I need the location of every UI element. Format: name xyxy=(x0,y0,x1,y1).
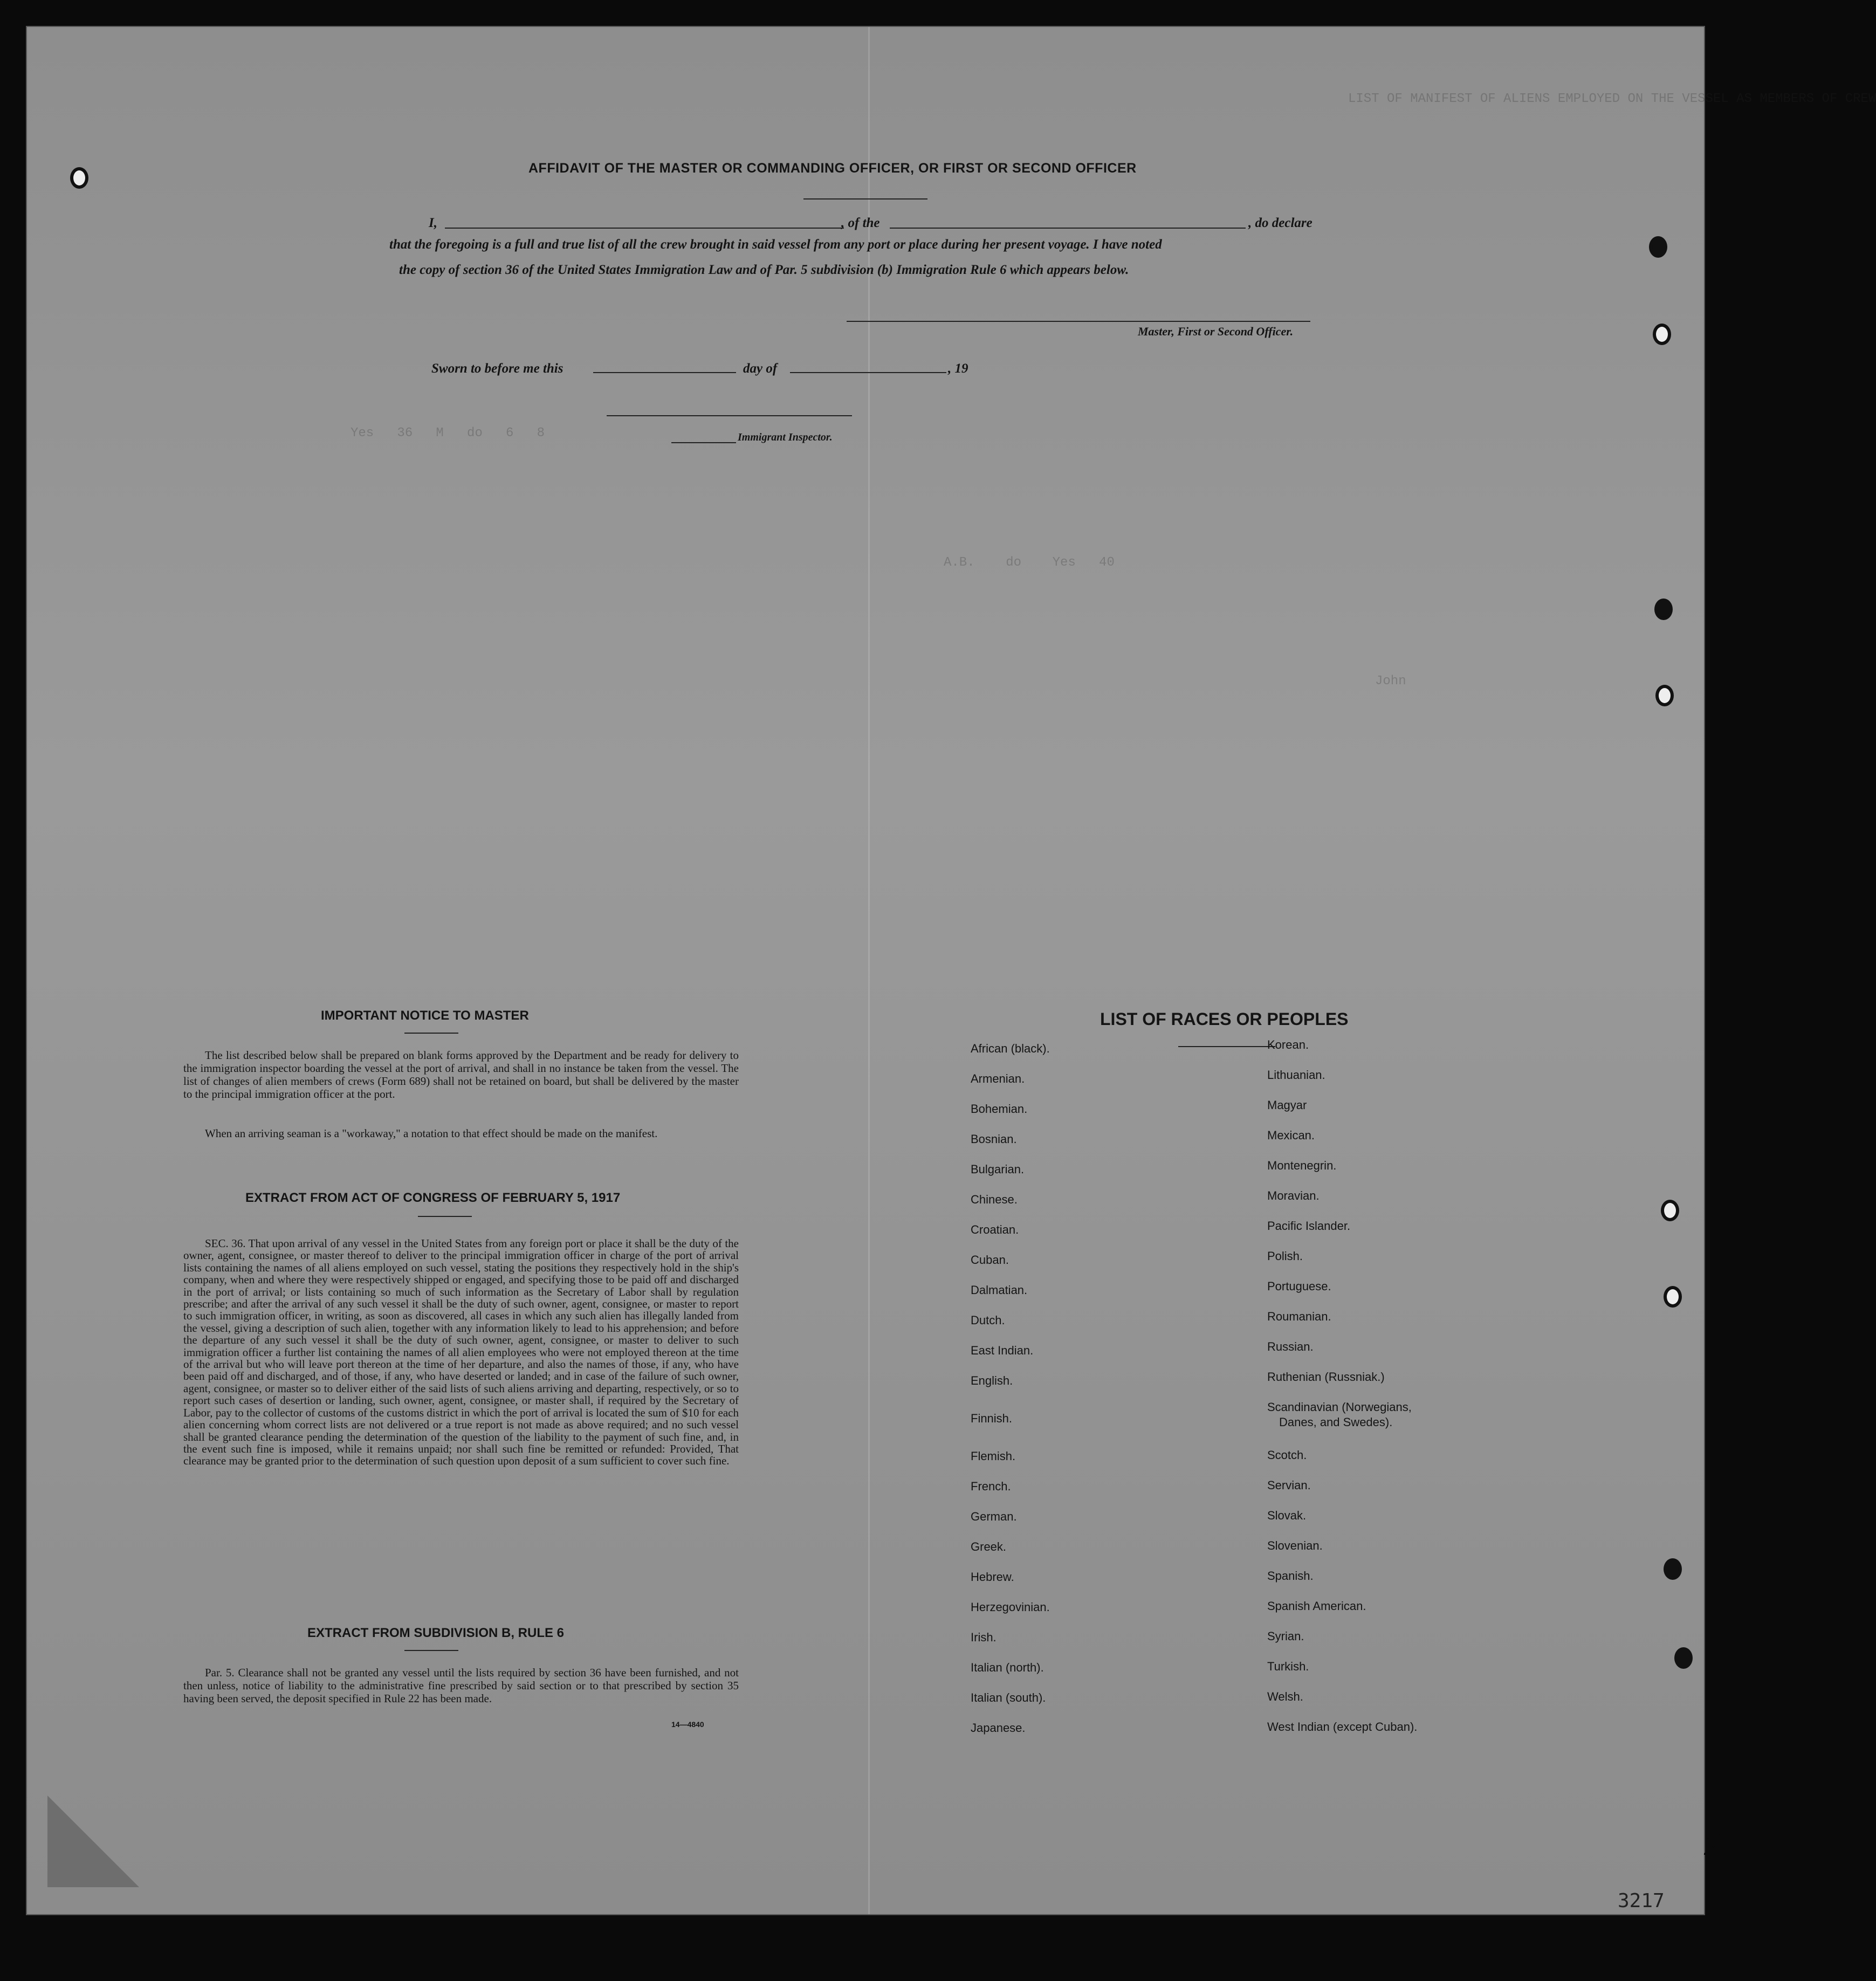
page-mark: 2 xyxy=(1704,1828,1723,1862)
sworn-text: Sworn to before me this xyxy=(431,361,564,376)
race-item: Syrian. xyxy=(1267,1629,1304,1643)
bleed-through-text: John xyxy=(1375,674,1406,689)
affidavit-title: AFFIDAVIT OF THE MASTER OR COMMANDING OFFICER, OR FIRST OR SECOND OFFICER xyxy=(528,161,1137,176)
sworn-text: , 19 xyxy=(948,361,968,376)
race-item: Moravian. xyxy=(1267,1189,1320,1202)
notice-paragraph: When an arriving seaman is a "workaway," a notation to that effect should be made on the manifest. xyxy=(205,1127,658,1140)
race-item: Ruthenian (Russniak.) xyxy=(1267,1370,1385,1384)
bleed-through-text: LIST OF MANIFEST OF ALIENS EMPLOYED ON THE VESSEL AS MEMBERS OF CREW xyxy=(1348,92,1876,106)
binder-hole xyxy=(1655,685,1674,706)
race-item: Scandinavian (Norwegians, xyxy=(1267,1400,1412,1414)
race-item: Lithuanian. xyxy=(1267,1068,1325,1082)
rule-extract-title: EXTRACT FROM SUBDIVISION B, RULE 6 xyxy=(307,1626,565,1640)
race-item: Turkish. xyxy=(1267,1660,1309,1673)
binder-hole xyxy=(1674,1647,1693,1669)
binder-hole xyxy=(1654,599,1673,620)
race-item: Slovak. xyxy=(1267,1509,1307,1522)
name-field[interactable] xyxy=(445,228,844,229)
race-item: Japanese. xyxy=(971,1721,1026,1735)
bleed-through-text: Yes 36 M do 6 8 xyxy=(351,426,545,441)
race-item: Dutch. xyxy=(971,1313,1005,1327)
affidavit-text: the copy of section 36 of the United States Immigration Law and of Par. 5 subdivision (b) Immigration Rule 6 which appears below. xyxy=(399,263,1129,277)
race-item: Danes, and Swedes). xyxy=(1279,1415,1393,1429)
divider xyxy=(418,1216,472,1217)
race-item: Servian. xyxy=(1267,1478,1311,1492)
race-item: African (black). xyxy=(971,1042,1050,1055)
notice-paragraph: The list described below shall be prepared on blank forms approved by the Department and be ready for delivery to the immigration inspector boarding the vessel at the port of arrival, and shall in no instance be taken from the vessel. The list of changes of alien members of crews (Form 689) shall not be retained on board, but shall be delivered by the master to the principal immigration officer at the port. xyxy=(183,1049,739,1100)
race-item: Montenegrin. xyxy=(1267,1159,1337,1172)
race-item: Spanish. xyxy=(1267,1569,1314,1583)
divider xyxy=(803,198,927,200)
race-item: East Indian. xyxy=(971,1344,1034,1357)
race-item: Spanish American. xyxy=(1267,1599,1366,1613)
race-item: Hebrew. xyxy=(971,1570,1014,1584)
race-item: Italian (north). xyxy=(971,1661,1044,1674)
sworn-text: day of xyxy=(743,361,778,376)
race-item: Irish. xyxy=(971,1631,997,1644)
divider xyxy=(404,1650,458,1651)
race-item: English. xyxy=(971,1374,1013,1387)
act-extract-text: SEC. 36. That upon arrival of any vessel in the United States from any foreign port or place it shall be the duty of the owner, agent, consignee, or master thereof to deliver to the principal immigration officer in charge of the port of arrival lists containing the names of all aliens employed on such vessel, stating the positions they respectively hold in the ship's company, when and where they were respectively shipped or engaged, and specifying those to be paid off and discharged in the port of arrival; or lists containing so much of such information as the Secretary of Labor shall by regulation prescribe; and after the arrival of any such vessel it shall be the duty of such owner, agent, consignee, or master to report to such immigration officer, in writing, as soon as discovered, all cases in which any such alien has illegally landed from the vessel, giving a description of such alien, together with any information likely to lead to his apprehension; and before the departure of any such vessel it shall be the duty of such owner, agent, consignee, or master to deliver to such immigration officer a further list containing the names of all alien employees who were not employed thereon at the time of the arrival but who will leave port thereon at the time of her departure, and also the names of those, if any, who have been paid off and discharged, and of those, if any, who have deserted or landed; and in case of the failure of such owner, agent, consignee, or master so to deliver either of the said lists of such aliens arriving and departing, respectively, or so to report such cases of desertion or landing, such owner, agent, consignee, or master shall, if required by the Secretary of Labor, pay to the collector of customs of the customs district in which the port of arrival is located the sum of $10 for each alien concerning whom correct lists are not delivered or a true report is not made as above required; and no such vessel shall be granted clearance pending the determination of the question of the liability to the payment of such fine, and, in the event such fine is imposed, while it remains unpaid; nor shall such fine be remitted or refunded: Provided, That clearance may be granted prior to the determination of such question upon deposit of a sum sufficient to cover such fine. xyxy=(183,1237,739,1468)
race-item: Scotch. xyxy=(1267,1448,1307,1462)
act-extract-title: EXTRACT FROM ACT OF CONGRESS OF FEBRUARY 5, 1917 xyxy=(245,1191,621,1205)
race-item: Armenian. xyxy=(971,1072,1025,1085)
race-item: Herzegovinian. xyxy=(971,1600,1050,1614)
binder-hole xyxy=(1664,1286,1682,1308)
race-item: German. xyxy=(971,1510,1017,1523)
divider xyxy=(671,442,736,443)
affidavit-text: I, xyxy=(429,216,437,230)
binder-hole xyxy=(1661,1200,1679,1221)
master-signature-field[interactable] xyxy=(847,321,1310,322)
race-item: Roumanian. xyxy=(1267,1310,1331,1323)
race-item: Magyar xyxy=(1267,1098,1307,1112)
race-item: Greek. xyxy=(971,1540,1007,1553)
race-item: Bohemian. xyxy=(971,1102,1028,1116)
affidavit-text: , do declare xyxy=(1248,216,1312,230)
race-item: Portuguese. xyxy=(1267,1280,1331,1293)
race-item: Finnish. xyxy=(971,1412,1013,1425)
vessel-field[interactable] xyxy=(890,228,1246,229)
race-item: Russian. xyxy=(1267,1340,1314,1353)
corner-stamp: 3217 xyxy=(1618,1890,1665,1912)
race-item: Korean. xyxy=(1267,1038,1309,1051)
race-item: Pacific Islander. xyxy=(1267,1219,1351,1233)
binder-hole xyxy=(1653,324,1671,345)
divider xyxy=(1178,1046,1275,1047)
sworn-day-field[interactable] xyxy=(593,372,736,373)
sworn-month-field[interactable] xyxy=(790,372,946,373)
race-item: Italian (south). xyxy=(971,1691,1046,1704)
manifest-page xyxy=(26,26,1876,1915)
race-item: Chinese. xyxy=(971,1193,1018,1206)
race-item: Polish. xyxy=(1267,1249,1303,1263)
races-title: LIST OF RACES OR PEOPLES xyxy=(1100,1009,1349,1029)
race-item: Mexican. xyxy=(1267,1129,1315,1142)
race-item: Welsh. xyxy=(1267,1690,1303,1703)
inspector-signature-field[interactable] xyxy=(607,415,852,416)
inspector-label: Immigrant Inspector. xyxy=(738,431,833,443)
binder-hole xyxy=(1664,1558,1682,1580)
race-item: Dalmatian. xyxy=(971,1283,1028,1297)
rule-extract-text: Par. 5. Clearance shall not be granted any vessel until the lists required by section 36 have been furnished, and not then unless, notice of liability to the administrative fine prescribed by said section or to that prescribed by section 35 having been served, the deposit specified in Rule 22 has been made. xyxy=(183,1666,739,1705)
divider xyxy=(404,1033,458,1034)
notice-title: IMPORTANT NOTICE TO MASTER xyxy=(321,1008,529,1023)
race-item: Flemish. xyxy=(971,1449,1016,1463)
binder-hole xyxy=(1649,236,1667,258)
torn-corner xyxy=(47,1796,139,1887)
race-item: Cuban. xyxy=(971,1253,1009,1267)
race-item: West Indian (except Cuban). xyxy=(1267,1720,1418,1734)
race-item: Croatian. xyxy=(971,1223,1019,1236)
affidavit-text: , of the xyxy=(841,216,880,230)
page-fold xyxy=(868,27,870,1914)
affidavit-text: that the foregoing is a full and true list of all the crew brought in said vessel from any port or place during her present voyage. I have noted xyxy=(389,237,1162,252)
race-item: Bulgarian. xyxy=(971,1163,1025,1176)
race-item: French. xyxy=(971,1480,1011,1493)
form-number: 14—4840 xyxy=(671,1720,704,1729)
binder-hole xyxy=(70,167,88,189)
master-signature-label: Master, First or Second Officer. xyxy=(1138,325,1294,338)
race-item: Bosnian. xyxy=(971,1132,1017,1146)
bleed-through-text: A.B. do Yes 40 xyxy=(944,555,1115,570)
race-item: Slovenian. xyxy=(1267,1539,1323,1552)
